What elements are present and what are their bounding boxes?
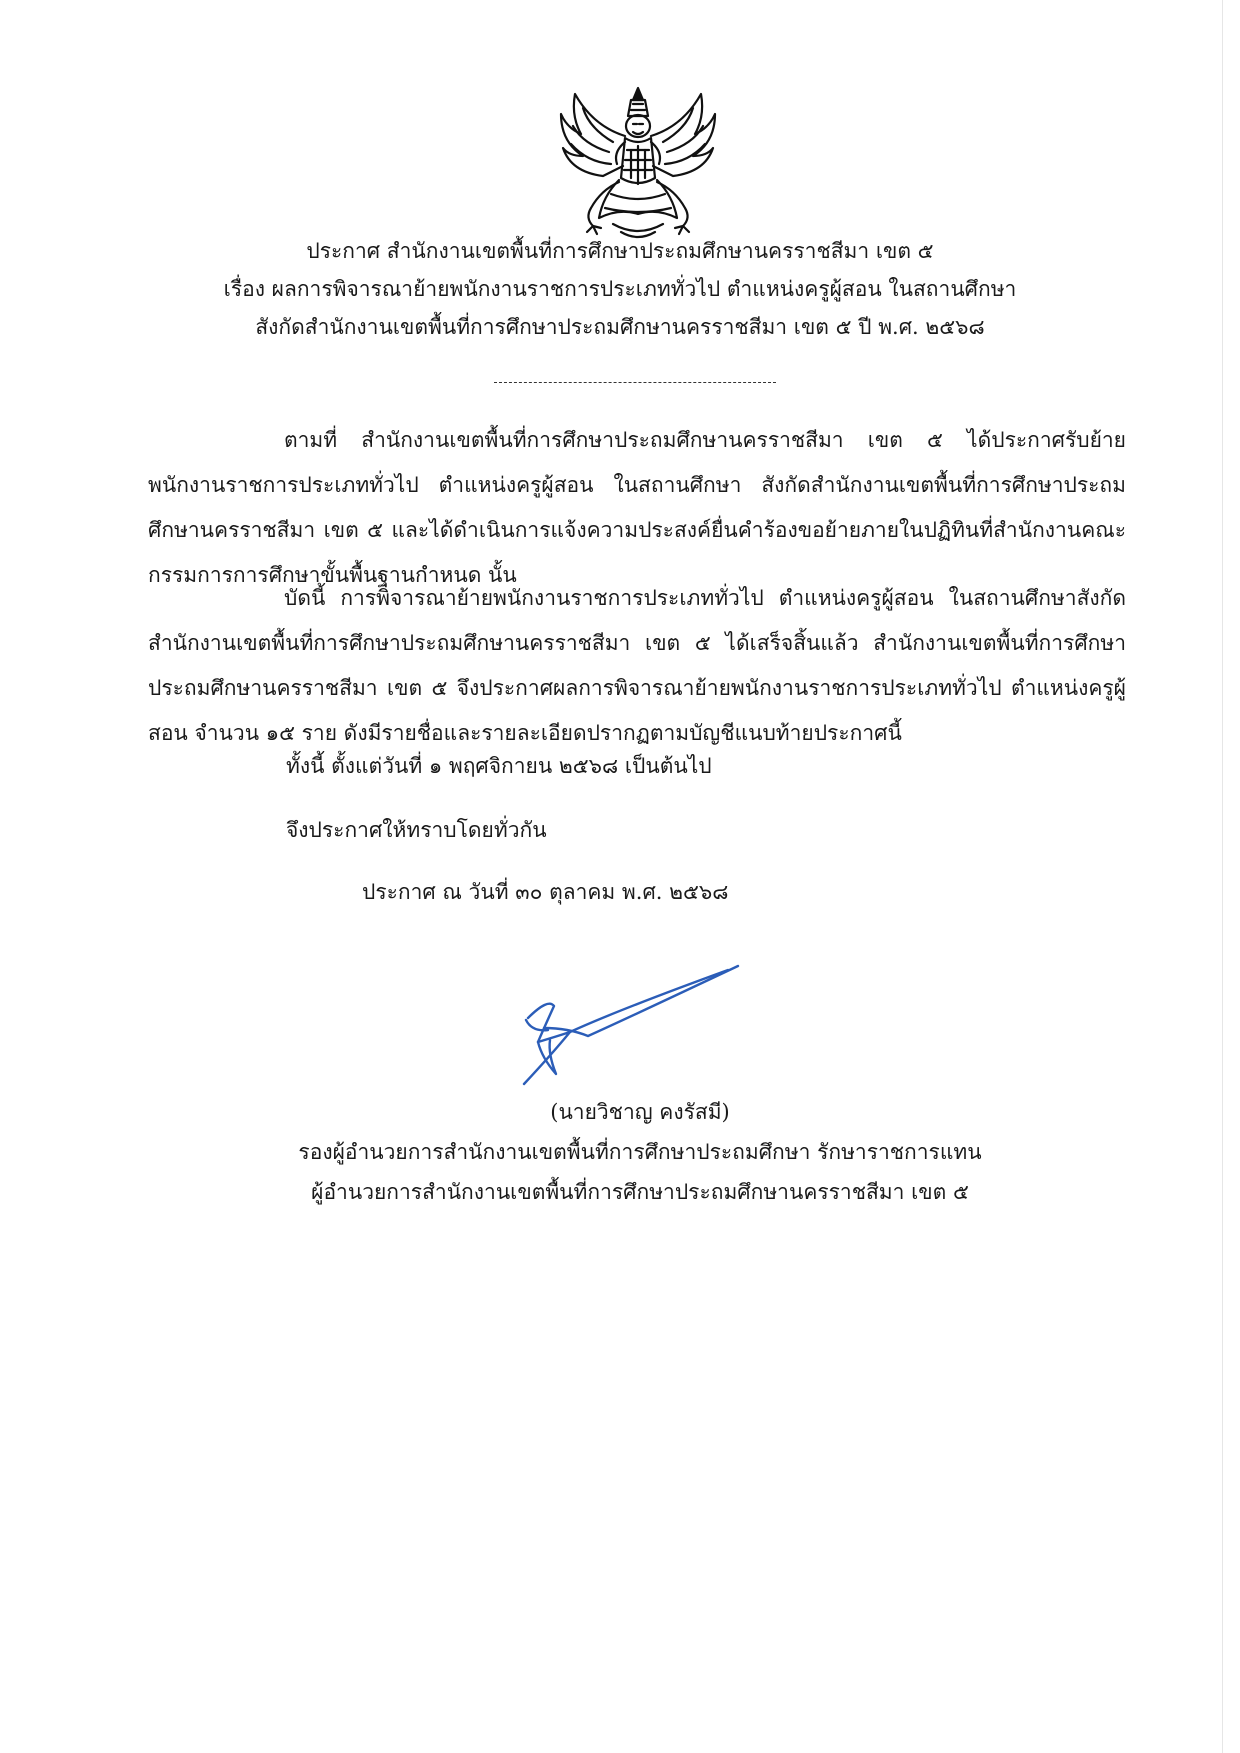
signer-position-1: รองผู้อำนวยการสำนักงานเขตพื้นที่การศึกษาประถมศึกษา รักษาราชการแทน (298, 1140, 982, 1164)
signer-name: (นายวิชาญ คงรัสมี) (550, 1100, 730, 1124)
announce-text: จึงประกาศให้ทราบโดยทั่วกัน (286, 818, 547, 842)
signer-position-2: ผู้อำนวยการสำนักงานเขตพื้นที่การศึกษาประถมศึกษานครราชสีมา เขต ๕ (311, 1180, 969, 1204)
announcement-date: ประกาศ ณ วันที่ ๓๐ ตุลาคม พ.ศ. ๒๕๖๘ (362, 880, 729, 904)
effective-date-text: ทั้งนี้ ตั้งแต่วันที่ ๑ พฤศจิกายน ๒๕๖๘ เป็นต้นไป (286, 754, 712, 778)
scan-edge-line (1222, 0, 1223, 1753)
announcement-subject-cont: สังกัดสำนักงานเขตพื้นที่การศึกษาประถมศึกษานครราชสีมา เขต ๕ ปี พ.ศ. ๒๕๖๘ (255, 315, 985, 339)
header-divider (494, 382, 776, 383)
body-paragraph-1: ตามที่ สำนักงานเขตพื้นที่การศึกษาประถมศึกษานครราชสีมา เขต ๕ ได้ประกาศรับย้ายพนักงานราชการประเภททั่วไป ตำแหน่งครูผู้สอน ในสถานศึกษา สังกัดสำนักงานเขตพื้นที่การศึกษาประถมศึกษานครราชสีมา เขต ๕ และได้ดำเนินการแจ้งความประสงค์ยื่นคำร้องขอย้ายภายในปฏิทินที่สำนักงานคณะกรรมการการศึกษาขั้นพื้นฐานกำหนด นั้น (148, 428, 1126, 587)
body-paragraph-2: บัดนี้ การพิจารณาย้ายพนักงานราชการประเภททั่วไป ตำแหน่งครูผู้สอน ในสถานศึกษาสังกัดสำนักงานเขตพื้นที่การศึกษาประถมศึกษานครราชสีมา เขต ๕ ได้เสร็จสิ้นแล้ว สำนักงานเขตพื้นที่การศึกษาประถมศึกษานครราชสีมา เขต ๕ จึงประกาศผลการพิจารณาย้ายพนักงานราชการประเภททั่วไป ตำแหน่งครูผู้สอน จำนวน ๑๕ ราย ดังมีรายชื่อและรายละเอียดปรากฏตามบัญชีแนบท้ายประกาศนี้ (148, 586, 1126, 745)
signature-block (290, 1092, 990, 1212)
handwritten-signature (508, 958, 748, 1098)
announcement-title: ประกาศ สำนักงานเขตพื้นที่การศึกษาประถมศึกษานครราชสีมา เขต ๕ (306, 239, 934, 263)
announcement-header (140, 232, 1100, 346)
announcement-subject: เรื่อง ผลการพิจารณาย้ายพนักงานราชการประเภททั่วไป ตำแหน่งครูผู้สอน ในสถานศึกษา (223, 277, 1017, 301)
garuda-emblem-icon (553, 86, 723, 246)
